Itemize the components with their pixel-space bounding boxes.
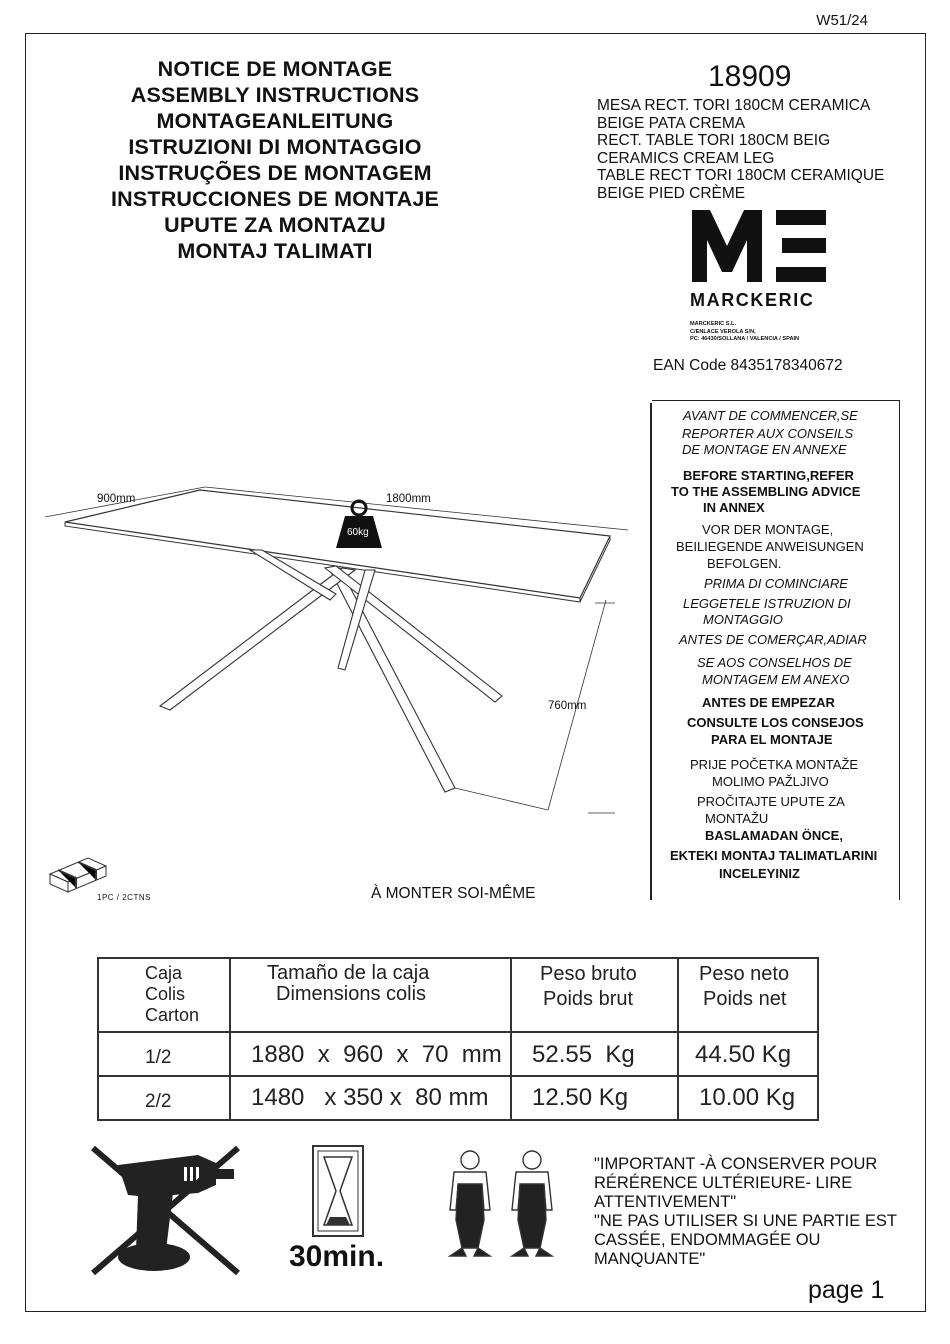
package-table-header xyxy=(98,958,818,1032)
net-cell: 10.00 Kg xyxy=(699,1084,796,1111)
advice-line: AVANT DE COMMENCER,SE xyxy=(683,408,858,423)
advice-line: INCELEYINIZ xyxy=(719,866,800,881)
width-dimension: 900mm xyxy=(97,493,136,505)
product-description xyxy=(597,97,937,203)
title-hr: UPUTE ZA MONTAZU xyxy=(164,213,386,237)
self-assembly-label: À MONTER SOI-MÊME xyxy=(371,885,536,902)
title-es: INSTRUCCIONES DE MONTAJE xyxy=(110,187,440,211)
advice-line: BASLAMADAN ÖNCE, xyxy=(705,828,843,843)
advice-line: BEFOLGEN. xyxy=(707,556,782,571)
advice-line: VOR DER MONTAGE, xyxy=(702,522,834,537)
height-dimension: 760mm xyxy=(548,700,587,712)
advice-line: MONTAŽU xyxy=(705,811,769,826)
advice-line: PROČITAJTE UPUTE ZA xyxy=(697,794,845,809)
advice-line: MOLIMO PAŽLJIVO xyxy=(712,774,829,789)
net-header-line: Peso neto xyxy=(699,963,790,985)
title-pt: INSTRUÇÕES DE MONTAGEM xyxy=(118,161,432,185)
brand-name: MARCKERIC xyxy=(690,290,815,310)
table-row xyxy=(98,1032,818,1076)
title-it: ISTRUZIONI DI MONTAGGIO xyxy=(128,135,422,159)
box-cell: 1/2 xyxy=(145,1047,172,1068)
carton-count: 1PC / 2CTNS xyxy=(97,893,151,902)
advice-line: EKTEKI MONTAJ TALIMATLARINI xyxy=(670,848,878,863)
advice-line: ANTES DE COMERÇAR,ADIAR xyxy=(679,632,867,647)
gross-header-line: Peso bruto xyxy=(540,963,637,985)
page-number: page 1 xyxy=(808,1276,885,1304)
advice-line: LEGGETELE ISTRUZION DI xyxy=(683,596,851,611)
box-cell: 2/2 xyxy=(145,1091,172,1112)
size-header-line: Dimensions colis xyxy=(276,983,427,1005)
description-line: CERAMICS CREAM LEG xyxy=(597,149,775,167)
advice-line: PARA EL MONTAJE xyxy=(711,732,833,747)
advice-line: ANTES DE EMPEZAR xyxy=(702,695,835,710)
description-line: BEIGE PATA CREMA xyxy=(597,114,746,132)
assembly-titles xyxy=(60,56,490,264)
advice-line: DE MONTAGE EN ANNEXE xyxy=(682,442,847,457)
box-header xyxy=(99,959,229,1026)
box-header-line: Caja xyxy=(145,963,183,983)
table-row xyxy=(98,1076,818,1120)
advice-line: MONTAGGIO xyxy=(703,612,783,627)
gross-cell: 52.55 Kg xyxy=(532,1041,635,1068)
size-cell: 1480 x 350 x 80 mm xyxy=(251,1084,489,1111)
size-header xyxy=(231,959,510,1005)
advice-line: PRIJE POČETKA MONTAŽE xyxy=(690,757,859,772)
advice-line: TO THE ASSEMBLING ADVICE xyxy=(671,484,861,499)
gross-weight-header xyxy=(512,959,677,1012)
note-line: CASSÉE, ENDOMMAGÉE OU xyxy=(594,1231,821,1249)
package-table xyxy=(97,957,819,1121)
description-line: MESA RECT. TORI 180CM CERAMICA xyxy=(597,97,871,114)
address-line: PC: 46430/SOLLANA / VALENCIA / SPAIN xyxy=(690,336,800,342)
size-header-line: Tamaño de la caja xyxy=(267,962,430,984)
note-line: ATTENTIVEMENT" xyxy=(594,1193,737,1211)
advice-box-border xyxy=(650,403,652,900)
size-cell: 1880 x 960 x 70 mm xyxy=(251,1041,502,1068)
important-notes xyxy=(594,1155,924,1269)
ean-code: EAN Code 8435178340672 xyxy=(653,357,843,374)
title-de: MONTAGEANLEITUNG xyxy=(156,109,394,133)
box-header-line: Carton xyxy=(145,1005,200,1025)
title-tr: MONTAJ TALIMATI xyxy=(177,239,373,263)
note-line: "NE PAS UTILISER SI UNE PARTIE EST xyxy=(594,1212,897,1230)
net-header-line: Poids net xyxy=(703,988,787,1010)
net-cell: 44.50 Kg xyxy=(695,1041,792,1068)
note-line: RÉRÉRENCE ULTÉRIEURE- LIRE xyxy=(594,1174,853,1192)
advice-line: PRIMA DI COMINCIARE xyxy=(704,576,848,591)
advice-line: IN ANNEX xyxy=(703,500,765,515)
description-line: TABLE RECT TORI 180CM CERAMIQUE xyxy=(597,167,885,185)
length-dimension: 1800mm xyxy=(386,493,431,505)
hourglass-icon xyxy=(312,1145,364,1237)
note-line: "IMPORTANT -À CONSERVER POUR xyxy=(594,1155,878,1173)
description-line: RECT. TABLE TORI 180CM BEIG xyxy=(597,132,831,150)
box-header-line: Colis xyxy=(145,984,186,1004)
advice-line: MONTAGEM EM ANEXO xyxy=(702,672,850,687)
title-en: ASSEMBLY INSTRUCTIONS xyxy=(130,83,420,107)
assembly-time: 30min. xyxy=(289,1240,385,1273)
carton-box-icon xyxy=(48,852,110,894)
net-weight-header xyxy=(679,959,817,1012)
description-line: BEIGE PIED CRÈME xyxy=(597,184,746,202)
advice-line: SE AOS CONSELHOS DE xyxy=(697,655,852,670)
address-line: MARCKERIC S.L. xyxy=(690,321,736,327)
no-power-drill-icon xyxy=(88,1145,243,1275)
address-line: C/ENLACE VEROLA S/N, xyxy=(690,328,756,335)
max-load-label: 60kg xyxy=(347,527,369,538)
title-fr: NOTICE DE MONTAGE xyxy=(157,57,393,81)
table-drawing xyxy=(40,470,640,820)
brand-logo-icon xyxy=(692,210,826,282)
gross-header-line: Poids brut xyxy=(543,988,634,1010)
note-line: MANQUANTE" xyxy=(594,1250,706,1268)
gross-cell: 12.50 Kg xyxy=(532,1084,629,1111)
week-code: W51/24 xyxy=(816,12,868,29)
advice-line: BEFORE STARTING,REFER xyxy=(683,468,854,483)
advice-line: REPORTER AUX CONSEILS xyxy=(682,426,854,441)
advice-line: BEILIEGENDE ANWEISUNGEN xyxy=(676,539,864,554)
product-reference: 18909 xyxy=(708,60,792,93)
two-persons-icon xyxy=(440,1148,570,1263)
advice-line: CONSULTE LOS CONSEJOS xyxy=(687,715,864,730)
company-address xyxy=(690,321,799,344)
